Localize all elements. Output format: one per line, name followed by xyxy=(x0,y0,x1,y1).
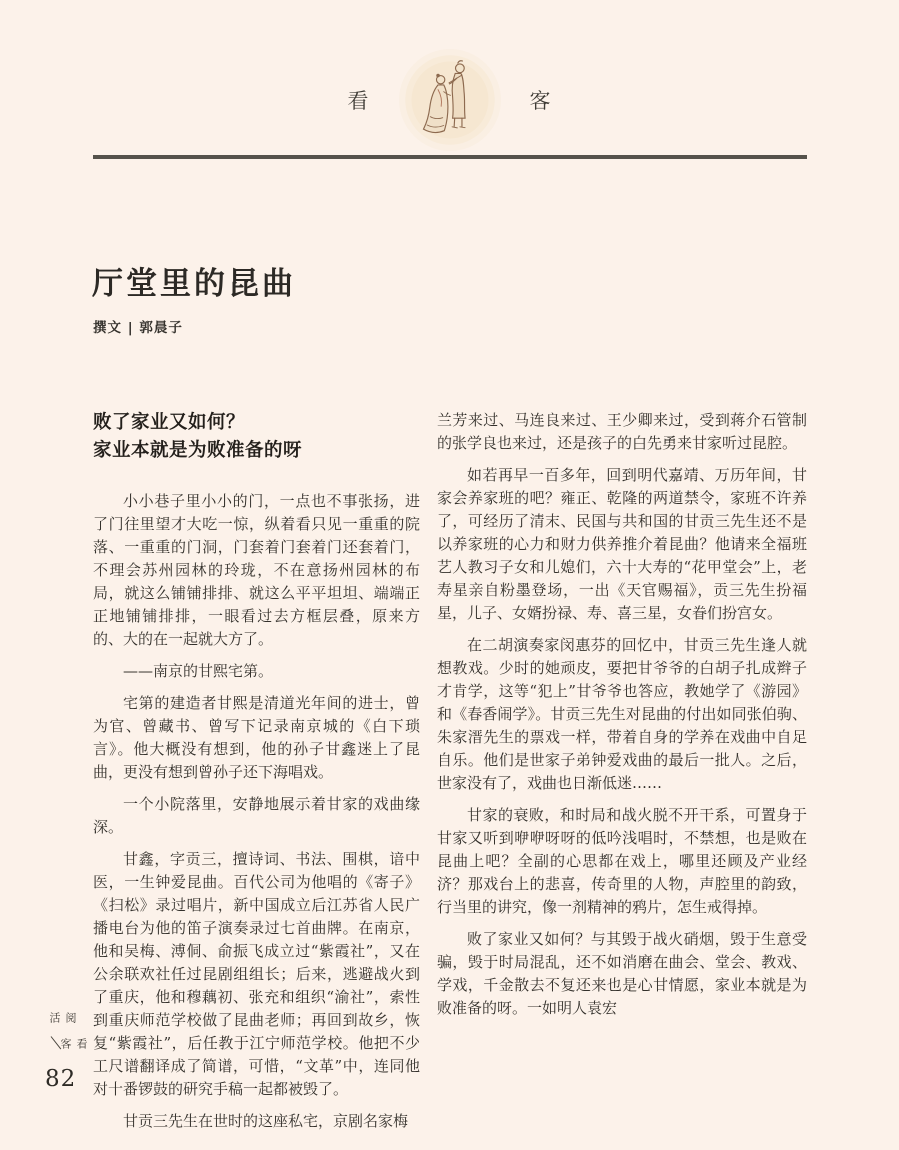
two-figures-illustration-icon xyxy=(398,48,502,152)
column-right-paragraphs xyxy=(437,409,807,1020)
section-heading xyxy=(93,409,420,465)
article-title: 厅堂里的昆曲 xyxy=(92,266,296,302)
header-illustration xyxy=(398,48,502,152)
column-left-paragraphs xyxy=(93,490,420,1133)
paragraph: 宅第的建造者甘熙是清道光年间的进士，曾为官、曾藏书、曾写下记录南京城的《白下琐言》。他大概没有想到，他的孙子甘鑫迷上了昆曲，更没有想到曾孙子还下海唱戏。 xyxy=(93,694,420,781)
section-char-left: 看 xyxy=(347,89,370,113)
paragraph: 甘家的衰败，和时局和战火脱不开干系，可置身于甘家又听到咿咿呀呀的低吟浅唱时，不禁想，也是败在昆曲上吧？全副的心思都在戏上，哪里还顾及产业经济？那戏台上的悲喜，传奇里的人物，声腔里的韵致，行当里的讲究，像一剂精神的鸦片，怎生戒得掉。 xyxy=(437,806,807,916)
section-heading-line-1: 败了家业又如何？ xyxy=(93,412,246,433)
paragraph: 甘贡三先生在世时的这座私宅，京剧名家梅 xyxy=(123,1112,409,1130)
paragraph: ——南京的甘熙宅第。 xyxy=(123,662,274,680)
paragraph: 小小巷子里小小的门，一点也不事张扬，进了门往里望才大吃一惊，纵着看只见一重重的院落、一重重的门洞，门套着门套着门还套着门，不理会苏州园林的玲珑，不在意扬州园林的布局，就这么铺铺排排、就这么平平坦坦、端端正正地铺铺排排，一眼看过去方框层叠，原来方的、大的在一起就大方了。 xyxy=(93,492,420,648)
paragraph: 败了家业又如何？与其毁于战火硝烟，毁于生意受骗，毁于时局混乱，还不如消磨在曲会、堂会、教戏、学戏，千金散去不复还来也是心甘情愿，家业本就是为败准备的呀。一如明人袁宏 xyxy=(437,930,807,1017)
paragraph: 在二胡演奏家闵惠芬的回忆中，甘贡三先生逢人就想教戏。少时的她顽皮，要把甘爷爷的白胡子扎成辫子才肯学，这等“犯上”甘爷爷也答应，教她学了《游园》和《春香闹学》。甘贡三先生对昆曲的付出如同张伯驹、朱家溍先生的票戏一样，带着自身的学养在戏曲中自足自乐。他们是世家子弟钟爱戏曲的最后一批人。之后，世家没有了，戏曲也日渐低迷…… xyxy=(437,636,807,792)
double-rule-divider xyxy=(93,155,807,159)
paragraph: 兰芳来过、马连良来过、王少卿来过，受到蒋介石管制的张学良也来过，还是孩子的白先勇来甘家听过昆腔。 xyxy=(437,411,807,452)
column-left xyxy=(93,409,420,1133)
column-right xyxy=(437,409,807,1020)
article-byline: 撰文 | 郭晨子 xyxy=(93,320,183,336)
section-header xyxy=(0,48,899,152)
margin-label-word-1: 阅活 xyxy=(48,1012,77,1024)
margin-label-word-2: 看客 xyxy=(59,1038,88,1050)
page-number: 82 xyxy=(45,1066,77,1092)
section-heading-line-2: 家业本就是为败准备的呀 xyxy=(93,440,303,461)
paragraph: 如若再早一百多年，回到明代嘉靖、万历年间，甘家会养家班的吧？雍正、乾隆的两道禁令，家班不许养了，可经历了清末、民国与共和国的甘贡三先生还不是以养家班的心力和财力供养推介着昆曲？他请来全福班艺人教习子女和儿媳们，六十大寿的“花甲堂会”上，老寿星亲自粉墨登场，一出《天官赐福》，贡三先生扮福星，儿子、女婿扮禄、寿、喜三星，女眷们扮宫女。 xyxy=(437,466,807,622)
section-char-right: 客 xyxy=(529,89,552,113)
paragraph: 一个小院落里，安静地展示着甘家的戏曲缘深。 xyxy=(93,795,420,836)
article-body xyxy=(93,409,807,1133)
paragraph: 甘鑫，字贡三，擅诗词、书法、围棋，谙中医，一生钟爱昆曲。百代公司为他唱的《寄子》《扫松》录过唱片，新中国成立后江苏省人民广播电台为他的笛子演奏录过七首曲牌。在南京，他和吴梅、溥侗、俞振飞成立过“紫霞社”，又在公余联欢社任过昆剧组组长；后来，逃避战火到了重庆，他和穆藕初、张充和组织“渝社”，索性到重庆师范学校做了昆曲老师；再回到故乡，恢复“紫霞社”，后任教于江宁师范学校。他把不少工尺谱翻译成了简谱，可惜，“文革”中，连同他对十番锣鼓的研究手稿一起都被毁了。 xyxy=(93,850,420,1098)
